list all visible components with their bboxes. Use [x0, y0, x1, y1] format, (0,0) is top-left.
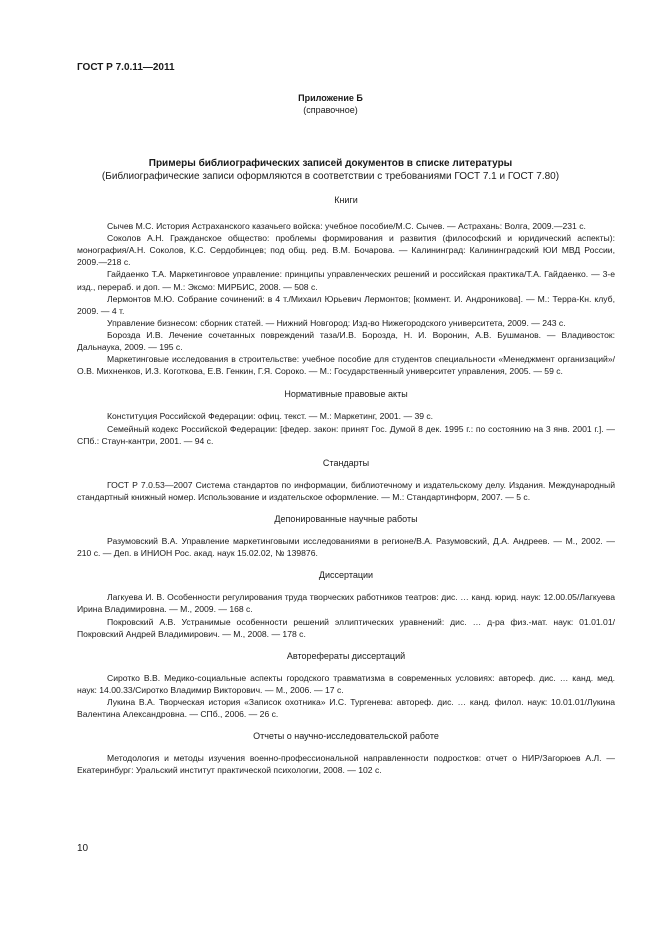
section-deposited-works — [77, 513, 615, 559]
bibliography-list — [77, 194, 615, 776]
section-heading: Отчеты о научно-исследовательской работе — [253, 731, 439, 742]
list-item: Лермонтов М.Ю. Собрание сочинений: в 4 т./Михаил Юрьевич Лермонтов; [коммент. И. Андроникова]. — М.: Терра-Кн. клуб, 2009. — 4 т. — [77, 293, 615, 316]
section-books — [77, 194, 615, 377]
section-heading: Книги — [334, 195, 358, 205]
section-heading: Нормативные правовые акты — [284, 389, 408, 400]
section-standards — [77, 457, 615, 503]
appendix-note: (справочное) — [303, 105, 358, 115]
list-item: Сиротко В.В. Медико-социальные аспекты городского травматизма в современных условиях: автореф. дис. … канд. мед. наук: 14.00.33/Сиротко Владимир Викторович. — М., 2006. — 17 с. — [77, 672, 615, 695]
section-legal-acts — [77, 388, 615, 446]
list-item: Лагкуева И. В. Особенности регулирования труда творческих работников театров: дис. … канд. юрид. наук: 12.00.05/Лагкуева Ирина Владимировна. — М., 2009. — 168 с. — [77, 592, 615, 615]
subtitle: (Библиографические записи оформляются в соответствии с требованиями ГОСТ 7.1 и ГОСТ 7.80) — [101, 171, 560, 182]
list-item: Сычев М.С. История Астраханского казачьего войска: учебное пособие/М.С. Сычев. — Астрахань: Волга, 2009.—231 с. — [107, 221, 586, 232]
list-item: Управление бизнесом: сборник статей. — Нижний Новгород: Изд-во Нижегородского университета, 2009. — 243 с. — [107, 317, 566, 328]
document-code: ГОСТ Р 7.0.11—2011 — [77, 62, 175, 73]
list-item: Методология и методы изучения военно-профессиональной направленности подростков: отчет о НИР/Загорюев А.Л. — Екатеринбург: Уральский институт практической психологии, 2008. — 102 с. — [77, 753, 615, 776]
section-heading: Депонированные научные работы — [274, 513, 418, 524]
appendix-header — [0, 92, 661, 116]
list-item: Борозда И.В. Лечение сочетанных повреждений таза/И.В. Борозда, Н. И. Воронин, А.В. Бушманов. — Владивосток: Дальнаука, 2009. — 195 с. — [77, 329, 615, 353]
list-item: Конституция Российской Федерации: офиц. текст. — М.: Маркетинг, 2001. — 39 с. — [107, 411, 434, 422]
section-abstracts — [77, 650, 615, 720]
main-title: Примеры библиографических записей документов в списке литературы — [148, 158, 513, 169]
list-item: Соколов А.Н. Гражданское общество: проблемы формирования и развития (философский и юридический аспекты): монография/А.Н. Соколов, К.С. Сердобинцев; под общ. ред. В.М. Бочарова. — Калининград: Калининградский ЮИ МВД России, 2009.—218 с. — [77, 233, 615, 268]
list-item: Покровский А.В. Устранимые особенности решений эллиптических уравнений: дис. … д-ра физ.-мат. наук: 01.01.01/Покровский Андрей Владимирович. — М., 2008. — 178 с. — [77, 616, 615, 639]
section-research-reports — [77, 730, 615, 776]
appendix-title: Приложение Б — [298, 93, 363, 103]
section-dissertations — [77, 569, 615, 639]
list-item: Разумовский В.А. Управление маркетинговыми исследованиями в регионе/В.А. Разумовский, Д.А. Андреев. — М., 2002. — 210 с. — Деп. в ИНИОН Рос. акад. наук 15.02.02, № 139876. — [77, 536, 615, 559]
section-heading: Стандарты — [322, 457, 370, 468]
page-number: 10 — [77, 843, 89, 854]
list-item: Гайдаенко Т.А. Маркетинговое управление: принципы управленческих решений и российская практика/Т.А. Гайдаенко. — 3-е изд., перераб. и доп. — М.: Эксмо: МИРБИС, 2008. — 508 с. — [77, 269, 615, 292]
list-item: Семейный кодекс Российской Федерации: [федер. закон: принят Гос. Думой 8 дек. 1995 г.: по состоянию на 3 янв. 2001 г.]. — СПб.: Стаун-кантри, 2001. — 94 с. — [77, 423, 615, 446]
section-heading: Авторефераты диссертаций — [286, 650, 406, 661]
section-heading: Диссертации — [318, 570, 374, 581]
title-block — [0, 157, 661, 183]
list-item: Маркетинговые исследования в строительстве: учебное пособие для студентов специальности «Менеджмент организаций»/О.В. Михненков, И.З. Коготкова, Е.В. Генкин, Г.Я. Сороко. — М.: Государственный университет управления, 2005. — 59 с. — [77, 354, 615, 377]
list-item: Лукина В.А. Творческая история «Записок охотника» И.С. Тургенева: автореф. дис. … канд. филол. наук: 10.01.01/Лукина Валентина Александровна. — СПб., 2006. — 26 с. — [77, 697, 615, 720]
list-item: ГОСТ Р 7.0.53—2007 Система стандартов по информации, библиотечному и издательскому делу. Издания. Международный стандартный книжный номер. Использование и издательское оформление. — М.: Стандартинформ, 2007. — 5 с. — [77, 479, 615, 502]
